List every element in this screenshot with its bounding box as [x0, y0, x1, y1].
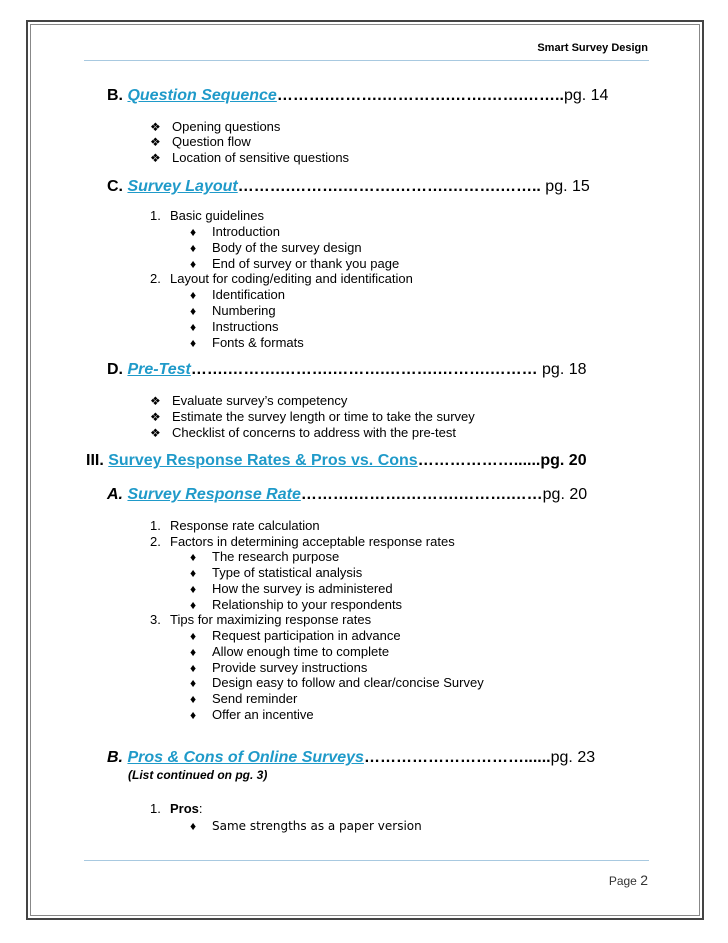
diamond-bullet-icon: ♦ [190, 225, 197, 239]
page-ref: pg. 18 [542, 361, 587, 378]
page-ref: pg. 20 [542, 486, 588, 503]
sub-item: ♦ Introduction [190, 224, 280, 239]
section-title-link[interactable]: Survey Response Rate [127, 486, 301, 503]
diamond-bullet-icon: ♦ [190, 550, 197, 564]
page-ref: pg. 14 [563, 87, 609, 104]
page-footer [609, 872, 648, 888]
page-ref: pg. 23 [550, 749, 596, 766]
list-item: ❖ Estimate the survey length or time to take the survey [150, 409, 475, 424]
sub-item: ♦ How the survey is administered [190, 581, 393, 596]
section-title-link[interactable]: Survey Layout [127, 178, 238, 195]
section-title-link[interactable]: Question Sequence [127, 87, 277, 104]
list-item: ❖ Evaluate survey’s competency [150, 393, 348, 408]
sub-item: ♦ Numbering [190, 303, 276, 318]
sub-item: ♦ Send reminder [190, 691, 298, 706]
sub-item: ♦ Fonts & formats [190, 335, 304, 350]
leader-dots: ……….……….……….……….……….…….. [237, 178, 541, 195]
section-letter: B. [107, 87, 123, 104]
numbered-item: 1. Basic guidelines [150, 208, 264, 223]
diamond-bullet-icon: ♦ [190, 241, 197, 255]
diamond-bullet-icon: ♦ [190, 336, 197, 350]
leader-dots: …….……….……….……….……….……….……… [190, 361, 543, 378]
section-d-heading [107, 361, 587, 379]
numbered-item: 1. Response rate calculation [150, 518, 320, 533]
running-header: Smart Survey Design [537, 42, 648, 54]
diamond-bullet-icon: ♦ [190, 661, 197, 675]
chapter-numeral: III. [86, 452, 104, 469]
list-item: ❖ Checklist of concerns to address with the pre-test [150, 425, 456, 440]
leader-dots: ……….……….……….……….…… [300, 486, 543, 503]
section-title-link[interactable]: Pre-Test [127, 361, 191, 378]
page-border-inner [30, 24, 700, 916]
diamond-bullet-icon: ♦ [190, 566, 197, 580]
page-number: 2 [640, 872, 648, 888]
page-ref: pg. 15 [540, 178, 590, 195]
sub-item: ♦ Relationship to your respondents [190, 597, 403, 612]
sub-item: ♦ Same strengths as a paper version [190, 819, 422, 833]
leader-dots: ………………...... [417, 452, 541, 469]
diamond-bullet-icon: ♦ [190, 304, 197, 318]
section-letter: C. [107, 178, 123, 195]
section-b-heading [107, 87, 608, 105]
page-label: Page [608, 874, 637, 888]
sub-item: ♦ Design easy to follow and clear/concise Survey [190, 675, 484, 690]
sub-item: ♦ Body of the survey design [190, 240, 362, 255]
check-bullet-icon: ❖ [150, 410, 161, 424]
sub-item: ♦ The research purpose [190, 549, 340, 564]
diamond-bullet-icon: ♦ [190, 708, 197, 722]
sub-item: ♦ Request participation in advance [190, 628, 401, 643]
sub-item: ♦ Provide survey instructions [190, 660, 368, 675]
diamond-bullet-icon: ♦ [190, 598, 197, 612]
diamond-bullet-icon: ♦ [190, 257, 197, 271]
diamond-bullet-icon: ♦ [190, 629, 197, 643]
list-item: ❖ Opening questions [150, 119, 281, 134]
section-c-heading [107, 178, 590, 196]
check-bullet-icon: ❖ [150, 426, 161, 440]
numbered-item: 2. Factors in determining acceptable response rates [150, 534, 455, 549]
check-bullet-icon: ❖ [150, 120, 161, 134]
section-a-heading [107, 486, 587, 504]
diamond-bullet-icon: ♦ [190, 288, 197, 302]
check-bullet-icon: ❖ [150, 394, 161, 408]
section-letter: A. [107, 486, 123, 503]
sub-item: ♦ Allow enough time to complete [190, 644, 390, 659]
continuation-note: (List continued on pg. 3) [128, 768, 268, 782]
header-rule [84, 60, 649, 61]
diamond-bullet-icon: ♦ [190, 582, 197, 596]
sub-item: ♦ End of survey or thank you page [190, 256, 400, 271]
sub-item: ♦ Instructions [190, 319, 279, 334]
section-b2-heading [107, 749, 595, 767]
numbered-item: 2. Layout for coding/editing and identification [150, 271, 413, 286]
diamond-bullet-icon: ♦ [190, 692, 197, 706]
sub-item: ♦ Identification [190, 287, 285, 302]
section-letter: B. [107, 749, 123, 766]
footer-rule [84, 860, 649, 861]
diamond-bullet-icon: ♦ [190, 320, 197, 334]
page-ref: pg. 20 [540, 452, 587, 469]
leader-dots: …………………………...... [363, 749, 551, 766]
diamond-bullet-icon: ♦ [190, 819, 197, 833]
list-item: ❖ Location of sensitive questions [150, 150, 350, 165]
sub-item: ♦ Offer an incentive [190, 707, 314, 722]
leader-dots: ……….……….………….…….…….…….. [276, 87, 564, 104]
chapter-iii-heading [86, 452, 587, 470]
check-bullet-icon: ❖ [150, 135, 161, 149]
section-title-link[interactable]: Pros & Cons of Online Surveys [127, 749, 364, 766]
diamond-bullet-icon: ♦ [190, 676, 197, 690]
sub-item: ♦ Type of statistical analysis [190, 565, 363, 580]
numbered-item: 1. Pros: [150, 801, 203, 816]
list-item: ❖ Question flow [150, 134, 251, 149]
section-letter: D. [107, 361, 123, 378]
chapter-title-link[interactable]: Survey Response Rates & Pros vs. Cons [108, 452, 418, 469]
check-bullet-icon: ❖ [150, 151, 161, 165]
numbered-item: 3. Tips for maximizing response rates [150, 612, 372, 627]
diamond-bullet-icon: ♦ [190, 645, 197, 659]
